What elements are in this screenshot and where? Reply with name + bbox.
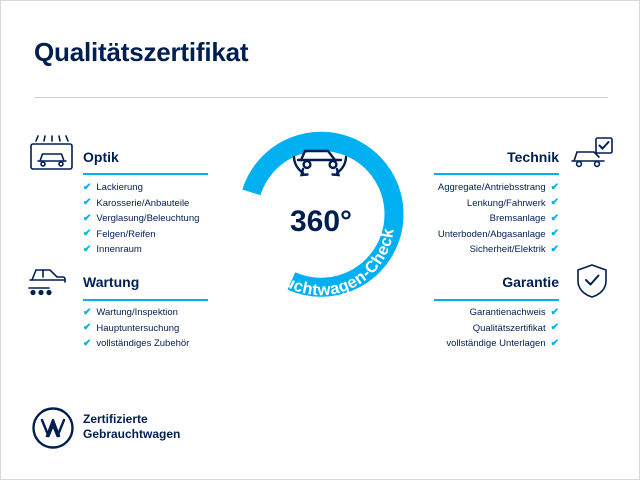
check-icon: ✔ [83,243,92,255]
section-rule-garantie [434,299,559,301]
check-icon: ✔ [550,322,559,334]
check-icon: ✔ [83,322,92,334]
section-list-wartung [83,305,189,352]
car-wash-icon [29,135,73,176]
list-item-label: Verglasung/Beleuchtung [96,213,200,224]
section-list-garantie [389,305,559,352]
list-item [83,196,199,212]
section-rule-optik [83,173,208,175]
check-icon: ✔ [550,197,559,209]
list-item-label: Wartung/Inspektion [96,307,178,318]
list-item-label: Unterboden/Abgasanlage [437,228,546,240]
list-item [83,211,199,227]
list-item [83,305,189,321]
check-icon: ✔ [83,181,92,193]
footer-line-1: Zertifizierte [83,412,148,426]
section-title-wartung: Wartung [83,274,140,290]
list-item-label: Qualitätszertifikat [472,322,546,334]
list-item-label: Felgen/Reifen [96,228,156,240]
section-title-technik: Technik [507,149,559,165]
list-item-label: Karosserie/Anbauteile [96,197,190,209]
list-item [83,321,189,337]
list-item [83,180,199,196]
check-icon: ✔ [550,228,559,240]
list-item [83,336,189,352]
check-icon: ✔ [550,212,559,224]
list-item-label: Lackierung [96,182,143,193]
list-item [83,242,199,258]
check-icon: ✔ [83,212,92,224]
list-item-label: Aggregate/Antriebsstrang [437,182,546,193]
list-item-label: Innenraum [96,244,142,255]
section-title-optik: Optik [83,149,119,165]
check-icon: ✔ [83,337,92,349]
check-icon: ✔ [550,181,559,193]
list-item-label: vollständiges Zubehör [96,338,190,349]
section-list-optik [83,180,199,258]
vw-logo-icon [32,407,74,454]
list-item-label: Hauptuntersuchung [96,322,180,334]
footer-line-2: Gebrauchtwagen [83,427,181,441]
svg-text:Gebrauchtwagen-Check: Gebrauchtwagen-Check [248,226,398,300]
check-icon: ✔ [550,306,559,318]
check-icon: ✔ [550,337,559,349]
check-icon: ✔ [83,228,92,240]
section-rule-technik [434,173,559,175]
section-rule-wartung [83,299,208,301]
list-item [389,321,559,337]
car-check-icon [571,137,613,176]
list-item [389,336,559,352]
list-item [83,227,199,243]
list-item-label: Garantienachweis [469,307,546,318]
footer-text [83,412,180,442]
shield-check-icon [575,263,609,304]
section-title-garantie: Garantie [502,274,559,290]
list-item-label: Sicherheit/Elektrik [469,244,546,255]
gebrauchtwagen-check-badge [226,119,416,309]
list-item-label: Bremsanlage [489,213,546,224]
check-icon: ✔ [550,243,559,255]
badge-degrees: 360° [289,205,353,238]
car-lift-icon [27,263,73,302]
check-icon: ✔ [83,197,92,209]
list-item-label: Lenkung/Fahrwerk [466,197,546,209]
page-title: Qualitätszertifikat [34,37,249,67]
check-icon: ✔ [83,306,92,318]
list-item-label: vollständige Unterlagen [446,338,546,349]
title-divider [34,97,608,98]
